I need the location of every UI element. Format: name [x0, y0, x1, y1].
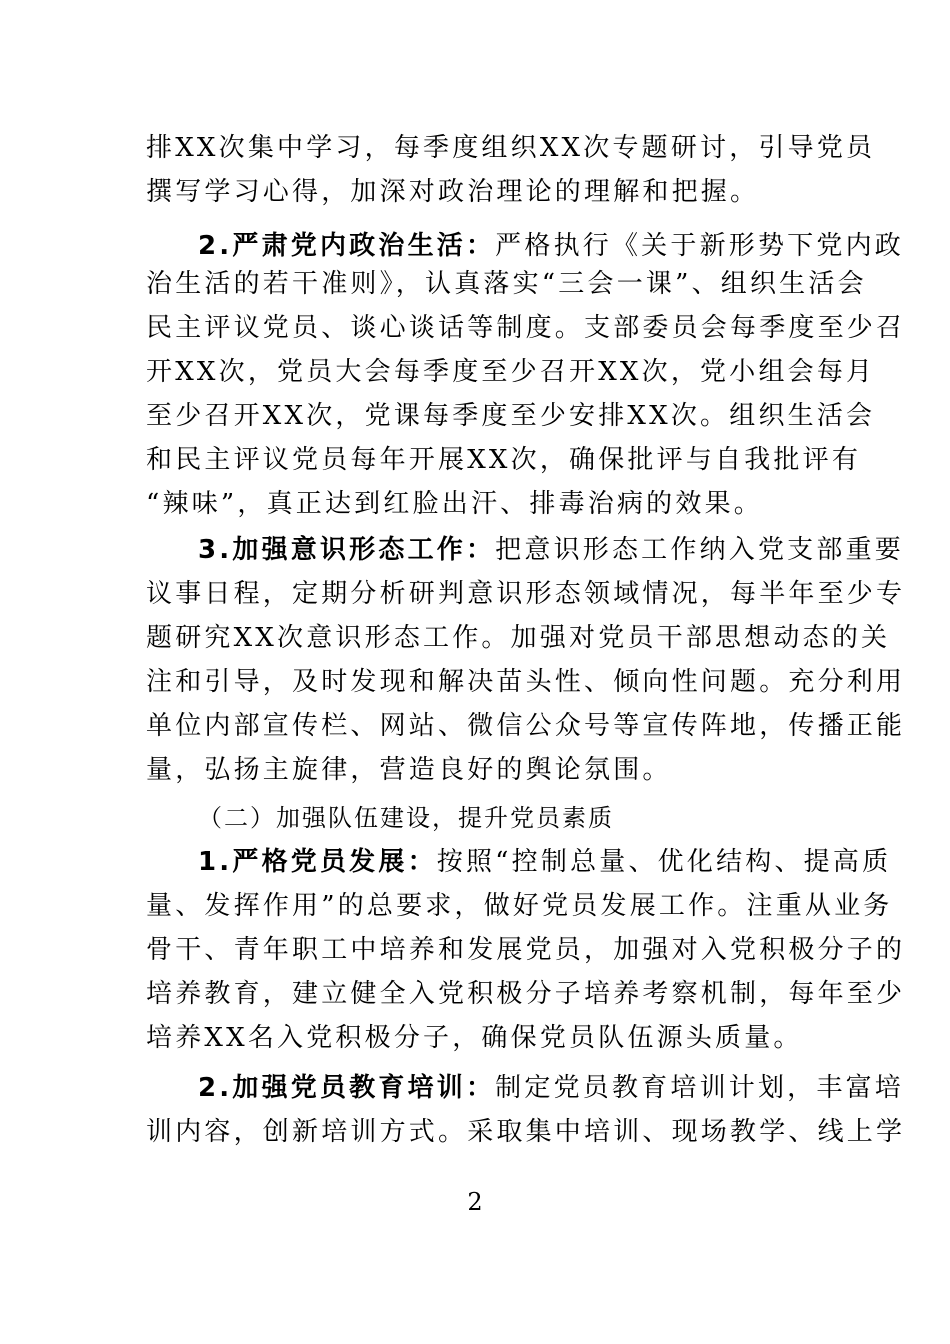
paragraph-line: 民主评议党员、谈心谈话等制度。支部委员会每季度至少召: [146, 313, 906, 343]
paragraph-line: 排XX次集中学习，每季度组织XX次专题研讨，引导党员: [146, 133, 876, 163]
paragraph-line: 单位内部宣传栏、网站、微信公众号等宣传阵地，传播正能: [146, 711, 906, 741]
section-heading: 2.加强党员教育培训：: [198, 1073, 496, 1103]
paragraph-line: 治生活的若干准则》，认真落实“三会一课”、组织生活会: [146, 269, 867, 299]
section-heading: 1.严格党员发展：: [198, 847, 437, 877]
paragraph-line: 训内容，创新培训方式。采取集中培训、现场教学、线上学: [146, 1117, 906, 1147]
paragraph-line: 量、发挥作用”的总要求，做好党员发展工作。注重从业务: [146, 891, 893, 921]
paragraph-line: 和民主评议党员每年开展XX次，确保批评与自我批评有: [146, 445, 862, 475]
section-heading-line: 2.加强党员教育培训：制定党员教育培训计划，丰富培: [198, 1073, 904, 1103]
section-heading: 2.严肃党内政治生活：: [198, 231, 496, 261]
section-heading: 3.加强意识形态工作：: [198, 535, 496, 565]
page-number: 2: [467, 1188, 483, 1216]
paragraph-line: 开XX次，党员大会每季度至少召开XX次，党小组会每月: [146, 357, 876, 387]
subsection-title: （二）加强队伍建设，提升党员素质: [198, 804, 614, 832]
paragraph-line: 培养XX名入党积极分子，确保党员队伍源头质量。: [146, 1023, 803, 1053]
section-heading-line: 2.严肃党内政治生活：严格执行《关于新形势下党内政: [198, 231, 904, 261]
section-heading-line: 1.严格党员发展：按照“控制总量、优化结构、提高质: [198, 847, 892, 877]
paragraph-line: 量，弘扬主旋律，营造良好的舆论氛围。: [146, 755, 672, 785]
paragraph-line: 议事日程，定期分析研判意识形态领域情况，每半年至少专: [146, 579, 906, 609]
paragraph-line: 撰写学习心得，加深对政治理论的理解和把握。: [146, 177, 760, 207]
paragraph-line: 培养教育，建立健全入党积极分子培养考察机制，每年至少: [146, 979, 906, 1009]
paragraph-line: “辣味”，真正达到红脸出汗、排毒治病的效果。: [146, 489, 763, 519]
section-heading-line: 3.加强意识形态工作：把意识形态工作纳入党支部重要: [198, 535, 904, 565]
paragraph-line: 至少召开XX次，党课每季度至少安排XX次。组织生活会: [146, 401, 876, 431]
paragraph-line: 注和引导，及时发现和解决苗头性、倾向性问题。充分利用: [146, 667, 906, 697]
paragraph-line: 题研究XX次意识形态工作。加强对党员干部思想动态的关: [146, 623, 891, 653]
paragraph-line: 骨干、青年职工中培养和发展党员，加强对入党积极分子的: [146, 935, 906, 965]
